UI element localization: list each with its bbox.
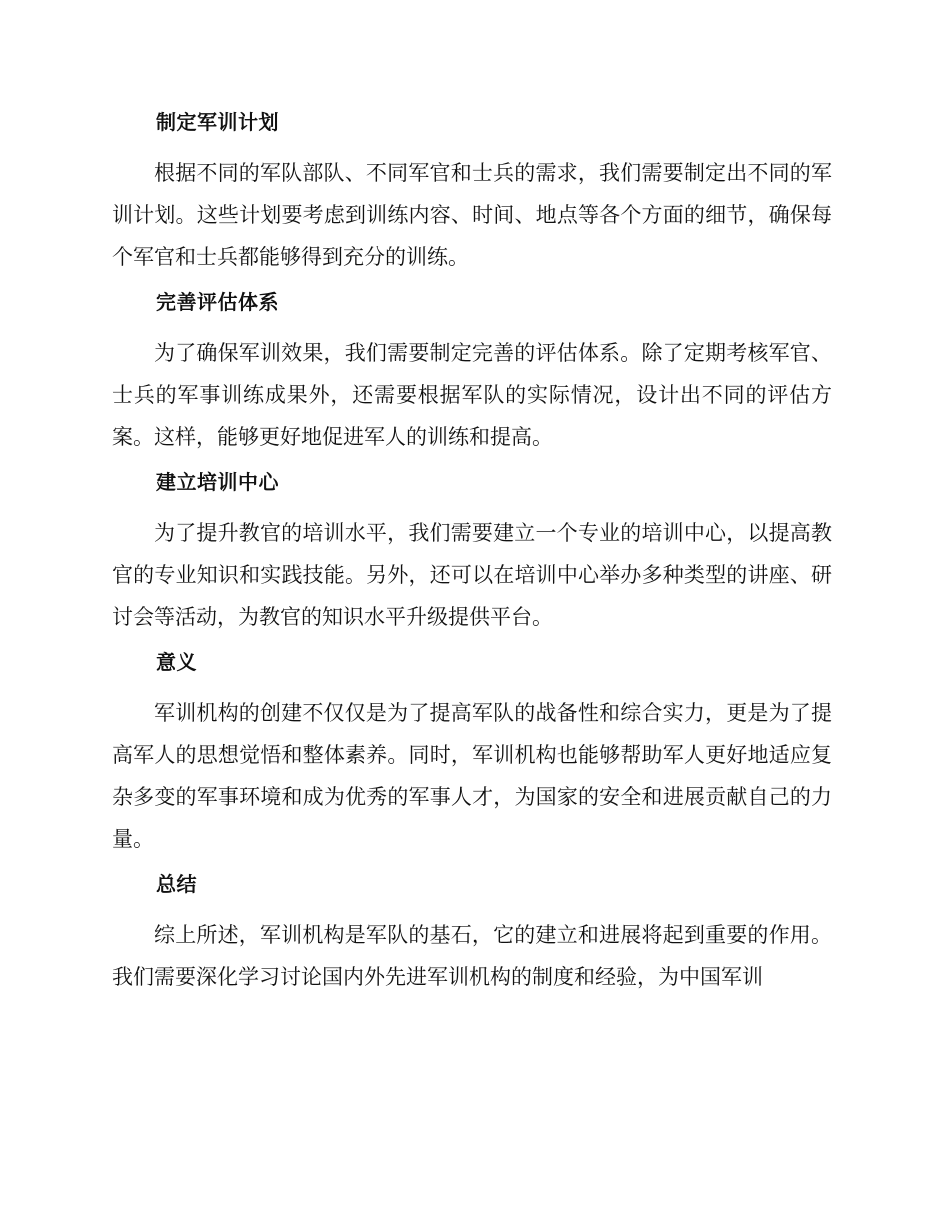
section-evaluation <box>112 288 832 458</box>
section-paragraph: 军训机构的创建不仅仅是为了提高军队的战备性和综合实力，更是为了提高军人的思想觉悟和整体素养。同时，军训机构也能够帮助军人更好地适应复杂多变的军事环境和成为优秀的军事人才，为国家的安全和进展贡献自己的力量。 <box>112 701 832 851</box>
section-paragraph: 综上所述，军训机构是军队的基石，它的建立和进展将起到重要的作用。我们需要深化学习讨论国内外先进军训机构的制度和经验，为中国军训 <box>112 923 832 989</box>
section-paragraph: 根据不同的军队部队、不同军官和士兵的需求，我们需要制定出不同的军训计划。这些计划要考虑到训练内容、时间、地点等各个方面的细节，确保每个军官和士兵都能够得到充分的训练。 <box>112 161 832 269</box>
section-paragraph: 为了提升教官的培训水平，我们需要建立一个专业的培训中心，以提高教官的专业知识和实践技能。另外，还可以在培训中心举办多种类型的讲座、研讨会等活动，为教官的知识水平升级提供平台。 <box>112 521 832 629</box>
section-heading: 完善评估体系 <box>156 290 279 314</box>
section-plan <box>112 108 832 278</box>
section-heading: 意义 <box>156 650 197 674</box>
section-heading: 建立培训中心 <box>156 470 279 494</box>
section-summary <box>112 870 832 998</box>
section-significance <box>112 648 832 860</box>
section-heading: 制定军训计划 <box>156 110 279 134</box>
section-heading: 总结 <box>156 872 197 896</box>
document-page <box>112 108 832 1008</box>
section-training-center <box>112 468 832 638</box>
section-paragraph: 为了确保军训效果，我们需要制定完善的评估体系。除了定期考核军官、士兵的军事训练成果外，还需要根据军队的实际情况，设计出不同的评估方案。这样，能够更好地促进军人的训练和提高。 <box>112 341 832 449</box>
